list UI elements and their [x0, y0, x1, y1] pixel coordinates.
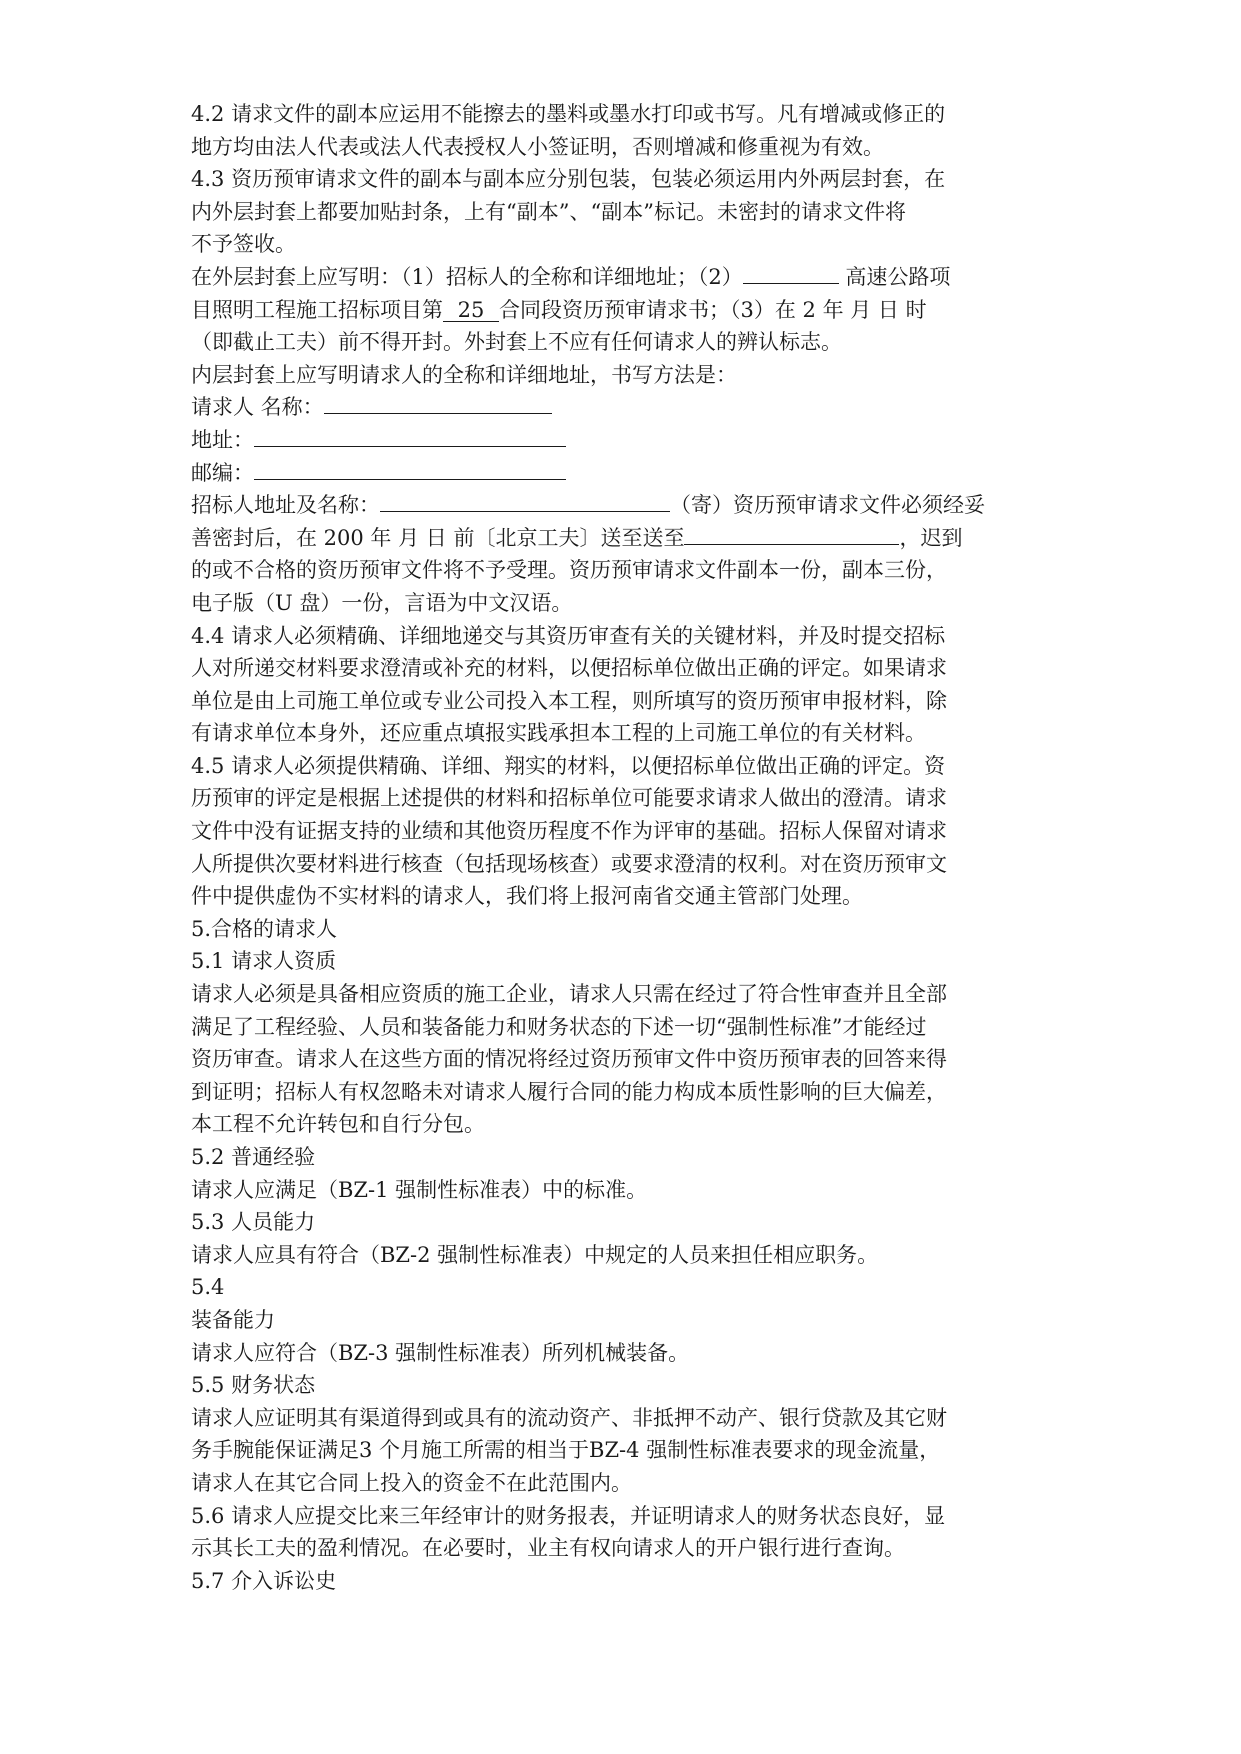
postcode-row [191, 457, 1061, 490]
text-line: 历预审的评定是根据上述提供的材料和招标单位可能要求请求人做出的澄清。请求 [191, 786, 947, 811]
text-line: 人对所递交材料要求澄清或补充的材料，以便招标单位做出正确的评定。如果请求 [191, 656, 947, 681]
field-text: （寄）资历预审请求文件必须经妥 [670, 493, 985, 518]
text-line: 4.2 请求文件的副本应运用不能擦去的墨料或墨水打印或书写。凡有增减或修正的 [191, 102, 946, 126]
text-line: 文件中没有证据支持的业绩和其他资历程度不作为评审的基础。招标人保留对请求 [191, 819, 947, 844]
address-row [191, 424, 1061, 457]
text-line: 示其长工夫的盈利情况。在必要时，业主有权向请求人的开户银行进行查询。 [191, 1536, 905, 1561]
text-line: 请求人应满足（BZ-1 强制性标准表）中的标准。 [191, 1177, 648, 1202]
text-line: 4.5 请求人必须提供精确、详细、翔实的材料，以便招标单位做出正确的评定。资 [191, 753, 946, 778]
postcode-blank [254, 457, 566, 480]
field-label: 邮编： [191, 460, 254, 485]
text-line: 请求人应符合（BZ-3 强制性标准表）所列机械装备。 [191, 1340, 690, 1365]
text-line: 有请求单位本身外，还应重点填报实践承担本工程的上司施工单位的有关材料。 [191, 721, 926, 746]
field-label: 请求人 名称： [191, 395, 324, 420]
section-heading: 5.2 普通经验 [191, 1145, 316, 1169]
text-line: 务手腕能保证满足3 个月施工所需的相当于BZ-4 强制性标准表要求的现金流量， [191, 1438, 941, 1463]
project-name-blank [743, 261, 839, 284]
text-line: 内外层封套上都要加贴封条，上有“副本”、“副本”标记。未密封的请求文件将 [191, 199, 906, 224]
text-line: 件中提供虚伪不实材料的请求人，我们将上报河南省交通主管部门处理。 [191, 884, 863, 909]
text-line: 请求人应证明其有渠道得到或具有的流动资产、非抵押不动产、银行贷款及其它财 [191, 1405, 947, 1430]
contract-number: 25 [443, 299, 499, 322]
text-line: 的或不合格的资历预审文件将不予受理。资历预审请求文件副本一份，副本三份， [191, 558, 947, 583]
address-blank [254, 424, 566, 447]
section-heading: 5.3 人员能力 [191, 1210, 316, 1235]
delivery-address-blank [684, 522, 899, 545]
outer-seal-line-2 [191, 294, 1061, 327]
tenderer-row [191, 489, 1061, 522]
field-label: 招标人地址及名称： [191, 493, 380, 518]
outer-seal-text: 在外层封套上应写明：（1）招标人的全称和详细地址；（2） [191, 264, 743, 289]
text-line: 满足了工程经验、人员和装备能力和财务状态的下述一切“强制性标准”才能经过 [191, 1014, 927, 1039]
text-line: 电子版（U 盘）一份，言语为中文汉语。 [191, 590, 573, 615]
outer-seal-text: 合同段资历预审请求书；（3）在 2 年 月 日 时 [499, 297, 927, 322]
outer-seal-text: 高速公路项 [838, 264, 951, 289]
text-line: 请求人在其它合同上投入的资金不在此范围内。 [191, 1470, 632, 1495]
section-heading: 5.4 [191, 1275, 225, 1300]
section-heading: 5.1 请求人资质 [191, 949, 337, 974]
field-text: 善密封后，在 200 年 月 日 前〔北京工夫〕送至送至 [191, 525, 685, 550]
text-line: 5.6 请求人应提交比来三年经审计的财务报表，并证明请求人的财务状态良好，显 [191, 1503, 946, 1528]
applicant-name-blank [324, 391, 552, 414]
field-text: ，迟到 [899, 525, 963, 550]
text-line: （即截止工夫）前不得开封。外封套上不应有任何请求人的辨认标志。 [191, 330, 842, 355]
section-heading: 装备能力 [191, 1307, 275, 1332]
tenderer-blank [380, 489, 670, 512]
text-line: 4.3 资历预审请求文件的副本与副本应分别包装，包装必须运用内外两层封套，在 [191, 167, 946, 192]
delivery-row [191, 522, 1061, 555]
text-line: 单位是由上司施工单位或专业公司投入本工程，则所填写的资历预审申报材料，除 [191, 688, 947, 713]
text-line: 资历审查。请求人在这些方面的情况将经过资历预审文件中资历预审表的回答来得 [191, 1047, 947, 1072]
applicant-name-row [191, 391, 1061, 424]
text-line: 到证明；招标人有权忽略未对请求人履行合同的能力构成本质性影响的巨大偏差， [191, 1079, 947, 1104]
section-heading: 5.5 财务状态 [191, 1373, 316, 1398]
section-heading: 5.7 介入诉讼史 [191, 1568, 337, 1593]
text-line: 4.4 请求人必须精确、详细地递交与其资历审查有关的关键材料，并及时提交招标 [191, 623, 946, 648]
text-line: 请求人必须是具备相应资质的施工企业，请求人只需在经过了符合性审查并且全部 [191, 982, 947, 1007]
text-line: 不予签收。 [191, 232, 296, 257]
text-line: 本工程不允许转包和自行分包。 [191, 1112, 485, 1137]
outer-seal-line-1 [191, 261, 1061, 294]
text-line: 内层封套上应写明请求人的全称和详细地址，书写方法是： [191, 362, 737, 387]
text-line: 请求人应具有符合（BZ-2 强制性标准表）中规定的人员来担任相应职务。 [191, 1242, 879, 1267]
section-heading: 5.合格的请求人 [191, 916, 338, 941]
document-page [191, 98, 1061, 1597]
text-line: 地方均由法人代表或法人代表授权人小签证明，否则增减和修重视为有效。 [191, 134, 884, 159]
field-label: 地址： [191, 427, 254, 452]
text-line: 人所提供次要材料进行核查（包括现场核查）或要求澄清的权利。对在资历预审文 [191, 851, 947, 876]
outer-seal-text: 目照明工程施工招标项目第 [191, 297, 443, 322]
